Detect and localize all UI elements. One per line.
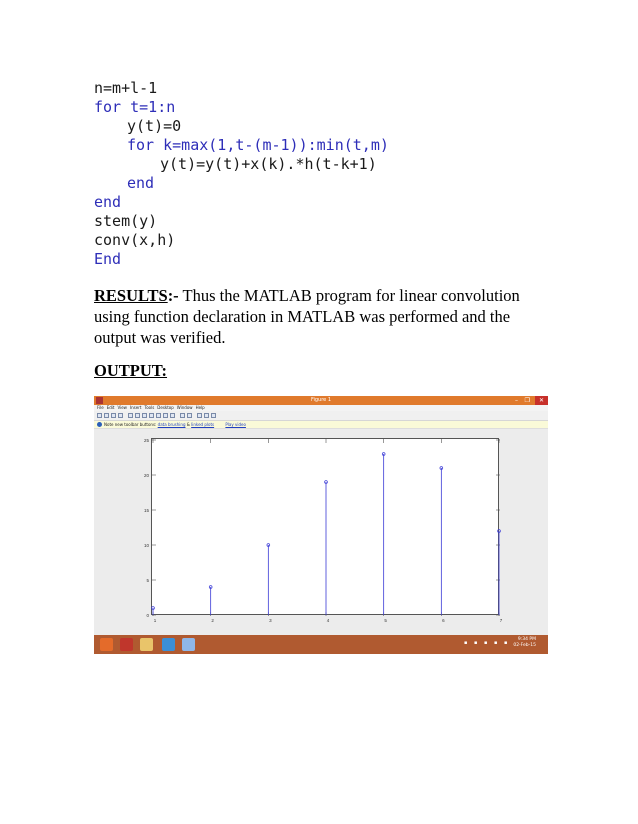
- note-text: Note new toolbar buttons:: [104, 422, 157, 427]
- x-tick-label: 1: [153, 618, 157, 623]
- code-line: End: [94, 250, 122, 268]
- x-tick-label: 3: [269, 618, 272, 623]
- figure-window-screenshot: [94, 396, 548, 654]
- x-tick-label: 5: [384, 618, 387, 623]
- window-title: Figure 1: [310, 397, 332, 403]
- toolbar-button-icon[interactable]: [135, 413, 140, 418]
- windows-taskbar: [94, 635, 548, 654]
- x-tick-label: 7: [499, 618, 503, 623]
- results-paragraph: [94, 285, 534, 348]
- system-tray-icon[interactable]: ▪: [474, 640, 478, 646]
- play-video-link[interactable]: Play video: [225, 422, 246, 427]
- y-tick-label: 5: [146, 578, 149, 583]
- toolbar-button-icon[interactable]: [187, 413, 192, 418]
- firefox-icon[interactable]: [100, 638, 113, 651]
- linked-plots-link[interactable]: linked plots: [191, 422, 215, 427]
- taskbar-clock: [513, 637, 536, 649]
- toolbar-button-icon[interactable]: [163, 413, 168, 418]
- code-line: y(t)=y(t)+x(k).*h(t-k+1): [160, 155, 377, 173]
- toolbar-button-icon[interactable]: [170, 413, 175, 418]
- system-tray-icon[interactable]: ▪: [464, 640, 468, 646]
- code-listing: [94, 79, 389, 269]
- toolbar-button-icon[interactable]: [180, 413, 185, 418]
- code-line: conv(x,h): [94, 231, 176, 249]
- figure-toolbar: [94, 411, 548, 421]
- x-tick-label: 2: [211, 618, 214, 623]
- toolbar-button-icon[interactable]: [142, 413, 147, 418]
- code-line: stem(y): [94, 212, 158, 230]
- paint-icon[interactable]: [182, 638, 195, 651]
- matlab-icon[interactable]: [120, 638, 133, 651]
- toolbar-button-icon[interactable]: [97, 413, 102, 418]
- system-tray-icon[interactable]: ▪: [484, 640, 488, 646]
- results-separator: :-: [167, 286, 179, 305]
- menu-item-edit[interactable]: Edit: [106, 405, 115, 410]
- menu-item-window[interactable]: Window: [176, 405, 193, 410]
- x-tick-label: 6: [442, 618, 445, 623]
- minimize-icon[interactable]: –: [515, 397, 518, 404]
- x-tick-label: 4: [326, 618, 330, 623]
- code-line: end: [94, 193, 122, 211]
- toolbar-button-icon[interactable]: [156, 413, 161, 418]
- data-brushing-link[interactable]: data brushing: [157, 422, 186, 427]
- code-line: end: [127, 174, 155, 192]
- stem-plot: [143, 438, 503, 623]
- code-line: for k=max(1,t-(m-1)):min(t,m): [127, 136, 389, 154]
- toolbar-button-icon[interactable]: [104, 413, 109, 418]
- toolbar-note-bar: [94, 421, 548, 429]
- code-line: for t=1:n: [94, 98, 176, 116]
- plot-axes: [143, 438, 503, 623]
- code-line: y(t)=0: [127, 117, 182, 135]
- restore-icon[interactable]: ❐: [524, 397, 530, 404]
- y-tick-label: 0: [146, 613, 149, 618]
- clock-date: 02-Feb-15: [513, 643, 536, 648]
- menu-item-tools[interactable]: Tools: [144, 405, 155, 410]
- folder-icon[interactable]: [140, 638, 153, 651]
- close-icon[interactable]: ✕: [535, 396, 548, 405]
- y-tick-label: 15: [143, 508, 149, 513]
- toolbar-button-icon[interactable]: [118, 413, 123, 418]
- results-heading: RESULTS: [94, 286, 168, 305]
- clock-time: 9:34 PM: [517, 637, 536, 642]
- y-tick-label: 20: [143, 473, 149, 478]
- toolbar-button-icon[interactable]: [128, 413, 133, 418]
- media-icon[interactable]: [162, 638, 175, 651]
- menu-item-file[interactable]: File: [97, 405, 104, 410]
- results-body: Thus the MATLAB program for linear convolution using function declaration in MATLAB was performed and the output was verified.: [94, 286, 520, 347]
- menu-item-help[interactable]: Help: [195, 405, 205, 410]
- system-tray-icon[interactable]: ▪: [494, 640, 498, 646]
- menu-item-desktop[interactable]: Desktop: [157, 405, 174, 410]
- toolbar-button-icon[interactable]: [211, 413, 216, 418]
- info-icon: [97, 422, 102, 427]
- menu-item-insert[interactable]: Insert: [129, 405, 142, 410]
- window-titlebar: [94, 396, 548, 405]
- menu-item-view[interactable]: View: [117, 405, 127, 410]
- toolbar-button-icon[interactable]: [197, 413, 202, 418]
- y-tick-label: 25: [143, 438, 149, 443]
- output-heading: OUTPUT:: [94, 361, 168, 380]
- system-tray-icon[interactable]: ▪: [504, 640, 508, 646]
- code-line: n=m+l-1: [94, 79, 158, 97]
- y-tick-label: 10: [143, 543, 149, 548]
- note-amp: &: [185, 422, 192, 427]
- toolbar-button-icon[interactable]: [111, 413, 116, 418]
- toolbar-button-icon[interactable]: [204, 413, 209, 418]
- toolbar-button-icon[interactable]: [149, 413, 154, 418]
